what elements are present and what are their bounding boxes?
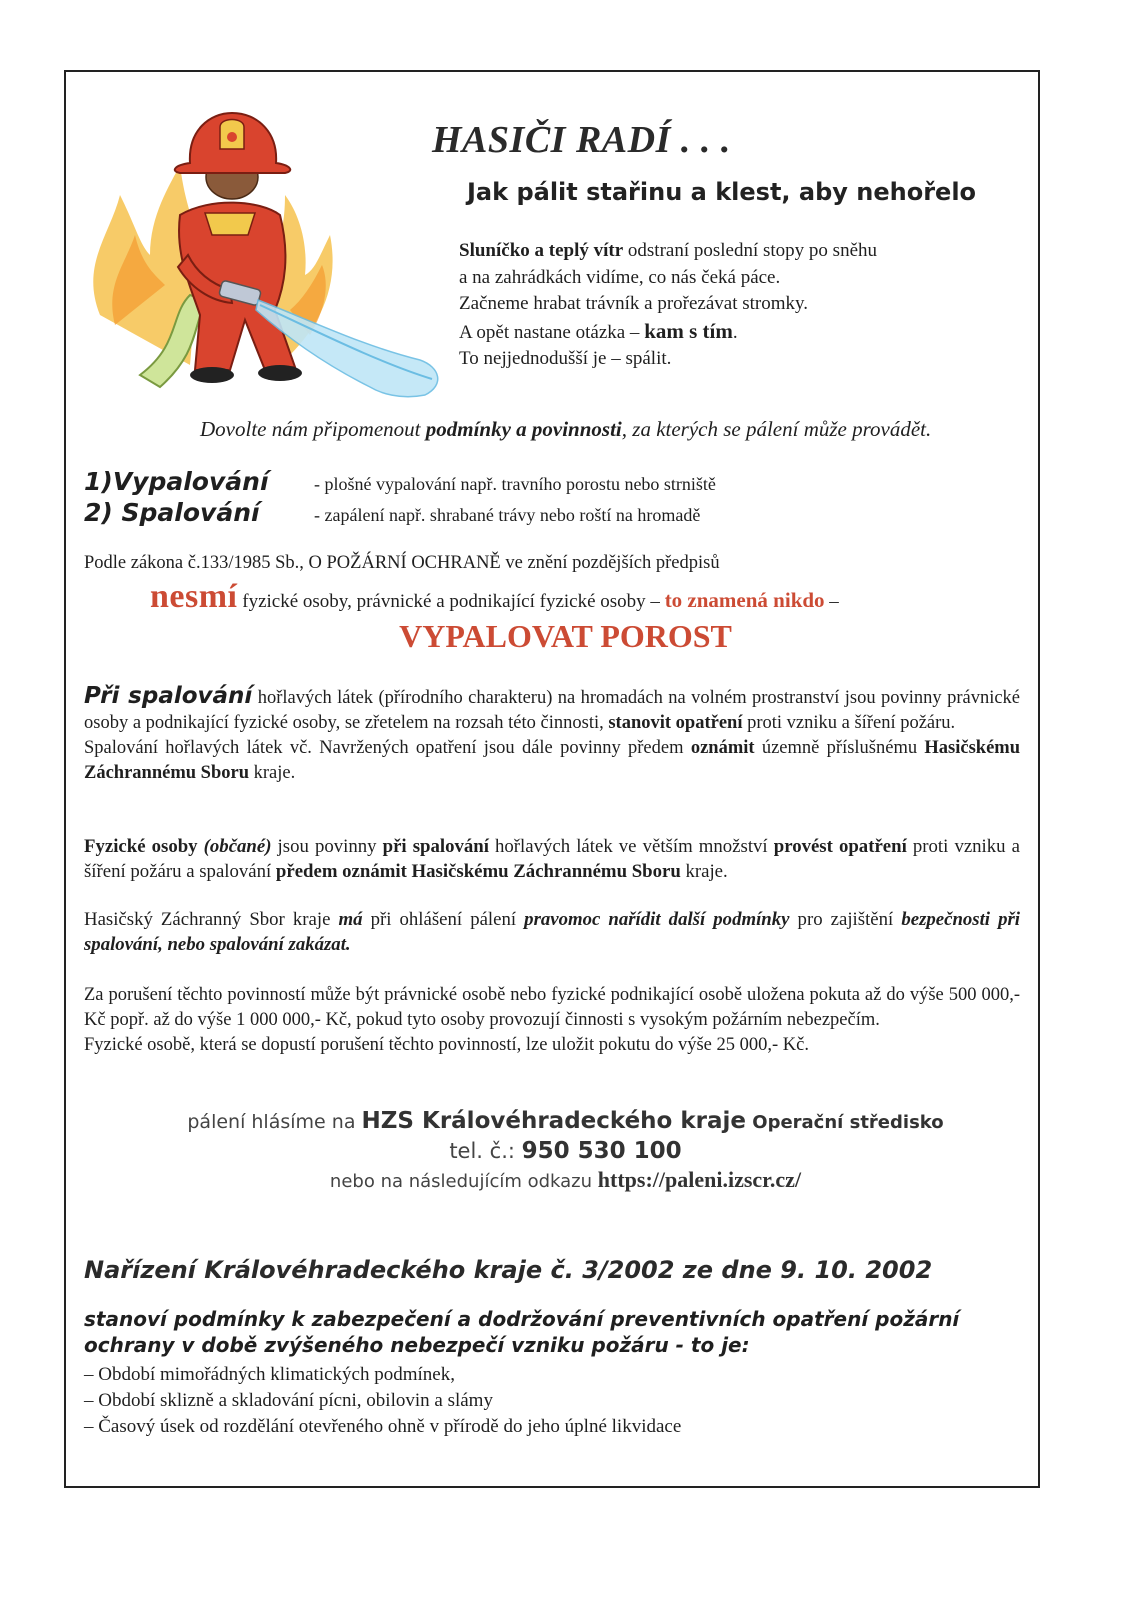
contact-organization: HZS Královéhradeckého kraje xyxy=(361,1108,746,1134)
paragraph-legal-entities xyxy=(84,684,1020,786)
paragraph-text: hořlavých látek (přírodního charakteru) na hromadách na volném prostranství jsou povinny právnické osoby a podnikající fyzické osoby, se zřetelem na rozsah této činnosti, xyxy=(84,688,1021,733)
paragraph-text: Hasičský Záchranný Sbor kraje xyxy=(84,909,339,930)
paragraph-text: Spalování hořlavých látek vč. Navržených opatření jsou dále povinny předem xyxy=(84,738,691,758)
list-item: – Časový úsek od rozdělání otevřeného ohně v přírodě do jeho úplné likvidace xyxy=(84,1414,681,1440)
contact-text: pálení hlásíme na xyxy=(187,1111,362,1133)
paragraph-fines xyxy=(84,983,1020,1058)
paragraph-bold-italic: bezpečnosti při spalování, nebo spalování zakázat. xyxy=(84,909,1021,955)
paragraph-bold: Hasičskému Záchrannému Sboru xyxy=(84,738,1021,783)
contact-report-line xyxy=(0,1108,1131,1134)
contact-link[interactable]: https://paleni.izscr.cz/ xyxy=(597,1167,802,1192)
prohibition-text: fyzické osoby, právnické a podnikající fyzické osoby – xyxy=(237,591,665,612)
paragraph-text: kraje. xyxy=(249,763,296,783)
definition-row xyxy=(84,467,984,498)
contact-dispatch: Operační středisko xyxy=(746,1112,944,1133)
paragraph-text: Za porušení těchto povinností může být právnické osobě nebo fyzické podnikající osobě uložena pokuta až do výše 500 000,- Kč popř. až do výše 1 000 000,- Kč, pokud tyto osoby provozují činnosti s vysokým požárním nebezpečím. xyxy=(84,985,1020,1030)
intro-line: odstraní poslední stopy po sněhu xyxy=(623,240,878,261)
paragraph-bold: při spalování xyxy=(382,836,489,857)
paragraph-text: územně příslušnému xyxy=(754,738,925,758)
ban-heading: VYPALOVAT POROST xyxy=(399,618,732,654)
intro-line: Začneme hrabat trávník a prořezávat stromky. xyxy=(459,293,809,314)
intro-line: A opět nastane otázka – xyxy=(459,321,645,343)
definition-row xyxy=(84,498,984,529)
contact-text: nebo na následujícím odkazu xyxy=(329,1171,598,1192)
page-subtitle: Jak pálit stařinu a klest, aby nehořelo xyxy=(467,178,977,206)
prohibition-nobody: to znamená nikdo xyxy=(664,588,825,612)
reminder-post: , za kterých se pálení může provádět. xyxy=(621,417,932,441)
paragraph-heading: Při spalování xyxy=(84,683,253,709)
page-title: HASIČI RADÍ . . . xyxy=(432,119,731,161)
reminder-line xyxy=(200,417,931,442)
intro-text xyxy=(459,238,1019,373)
paragraph-bold: předem oznámit Hasičskému Záchrannému Sboru xyxy=(275,861,681,882)
definition-term: 2) Spalování xyxy=(84,498,260,527)
paragraph-text: hořlavých látek ve větším množství xyxy=(488,836,774,857)
paragraph-text: pro zajištění xyxy=(789,909,902,930)
paragraph-text: kraje. xyxy=(680,861,728,882)
list-item: – Období sklizně a skladování pícni, obilovin a slámy xyxy=(84,1388,681,1414)
intro-bold: Sluníčko a teplý vítr xyxy=(459,240,624,261)
definition-term: 1)Vypalování xyxy=(84,467,269,496)
contact-phone-line xyxy=(0,1138,1131,1164)
decree-body: stanoví podmínky k zabezpečení a dodržování preventivních opatření požární ochrany v době zvýšeného nebezpečí vzniku požáru - to je: xyxy=(84,1307,960,1357)
reminder-bold: podmínky a povinnosti xyxy=(425,417,622,441)
paragraph-fire-brigade xyxy=(84,907,1020,957)
paragraph-bold-italic: má xyxy=(338,909,363,930)
definitions-list xyxy=(84,467,984,529)
intro-bold: kam s tím xyxy=(644,318,733,343)
decree-title: Nařízení Královéhradeckého kraje č. 3/2002 ze dne 9. 10. 2002 xyxy=(84,1256,933,1284)
intro-line: . xyxy=(732,321,738,343)
definition-desc: - plošné vypalování např. travního porostu nebo strniště xyxy=(314,474,716,494)
intro-line: To nejjednodušší je – spálit. xyxy=(459,348,672,369)
decree-periods-list xyxy=(84,1362,681,1440)
paragraph-bold: provést opatření xyxy=(773,836,907,857)
contact-link-line xyxy=(0,1167,1131,1193)
definition-desc: - zapálení např. shrabané trávy nebo roští na hromadě xyxy=(314,505,701,525)
paragraph-bold-italic: (občané) xyxy=(203,836,272,857)
paragraph-citizens xyxy=(84,834,1020,884)
prohibition-end: – xyxy=(824,591,839,612)
paragraph-text: proti vzniku a šíření požáru. xyxy=(742,713,956,733)
paragraph-text: proti vzniku a šíření požáru a spalování xyxy=(84,836,1020,882)
prohibition-keyword: nesmí xyxy=(150,578,238,615)
paragraph-text: Fyzické osobě, která se dopustí porušení těchto povinností, lze uložit pokutu do výše 25 000,- Kč. xyxy=(84,1035,809,1055)
paragraph-bold: stanovit opatření xyxy=(608,713,743,733)
contact-phone-number: 950 530 100 xyxy=(521,1138,682,1164)
paragraph-text: jsou povinny xyxy=(271,836,383,857)
list-item: – Období mimořádných klimatických podmínek, xyxy=(84,1362,681,1388)
reminder-pre: Dovolte nám připomenout xyxy=(200,417,426,441)
paragraph-bold: oznámit xyxy=(690,738,755,758)
firefighter-illustration xyxy=(80,105,450,415)
paragraph-bold: Fyzické osoby xyxy=(84,836,204,857)
contact-phone-label: tel. č.: xyxy=(449,1139,522,1163)
law-reference: Podle zákona č.133/1985 Sb., O POŽÁRNÍ OCHRANĚ ve znění pozdějších předpisů xyxy=(84,553,720,573)
paragraph-text: při ohlášení pálení xyxy=(362,909,525,930)
paragraph-bold-italic: pravomoc nařídit další podmínky xyxy=(524,909,790,930)
intro-line: a na zahrádkách vidíme, co nás čeká páce. xyxy=(459,266,781,288)
prohibition-line xyxy=(150,578,839,616)
